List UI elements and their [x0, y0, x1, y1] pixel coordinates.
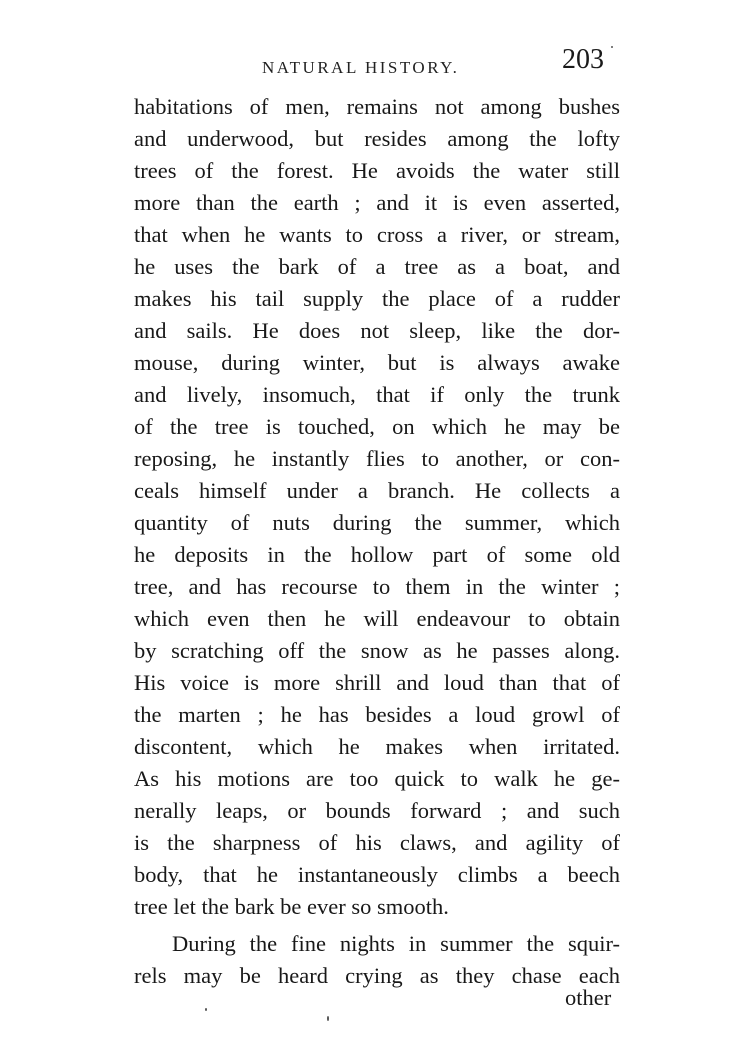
text-line: tree let the bark be ever so smooth.: [134, 894, 449, 919]
text-line: His voice is more shrill and loud than that of: [134, 670, 620, 695]
text-line: nerally leaps, or bounds forward ; and such: [134, 798, 620, 823]
text-line: and underwood, but resides among the lofty: [134, 126, 620, 151]
catchword: other: [565, 985, 612, 1010]
text-line: ceals himself under a branch. He collects a: [134, 478, 620, 503]
text-line: of the tree is touched, on which he may be: [134, 414, 620, 439]
text-line: As his motions are too quick to walk he ge-: [134, 766, 620, 791]
text-line: that when he wants to cross a river, or stream,: [134, 222, 620, 247]
running-head: NATURAL HISTORY.: [262, 58, 460, 77]
text-line: discontent, which he makes when irritated.: [134, 734, 620, 759]
text-line: more than the earth ; and it is even asserted,: [134, 190, 620, 215]
text-line: and lively, insomuch, that if only the trunk: [134, 382, 620, 407]
text-line: reposing, he instantly flies to another, or con-: [134, 446, 620, 471]
text-line-paragraph-start: During the fine nights in summer the squir-: [172, 931, 620, 956]
text-line: tree, and has recourse to them in the winter ;: [134, 574, 620, 599]
ink-speck: [205, 1008, 207, 1011]
text-line: rels may be heard crying as they chase each: [134, 963, 620, 988]
text-line: which even then he will endeavour to obtain: [134, 606, 620, 631]
text-line: the marten ; he has besides a loud growl of: [134, 702, 620, 727]
ink-speck: [611, 46, 613, 48]
text-line: trees of the forest. He avoids the water still: [134, 158, 620, 183]
text-line: mouse, during winter, but is always awake: [134, 350, 620, 375]
text-line: he deposits in the hollow part of some old: [134, 542, 620, 567]
page-number: 203: [562, 44, 604, 75]
text-line: by scratching off the snow as he passes along.: [134, 638, 620, 663]
text-line: is the sharpness of his claws, and agility of: [134, 830, 620, 855]
text-line: he uses the bark of a tree as a boat, and: [134, 254, 620, 279]
text-line: body, that he instantaneously climbs a beech: [134, 862, 620, 887]
ink-speck: [327, 1016, 329, 1021]
text-line: quantity of nuts during the summer, which: [134, 510, 620, 535]
text-line: makes his tail supply the place of a rudder: [134, 286, 620, 311]
text-line: habitations of men, remains not among bushes: [134, 94, 620, 119]
text-line: and sails. He does not sleep, like the dor-: [134, 318, 620, 343]
